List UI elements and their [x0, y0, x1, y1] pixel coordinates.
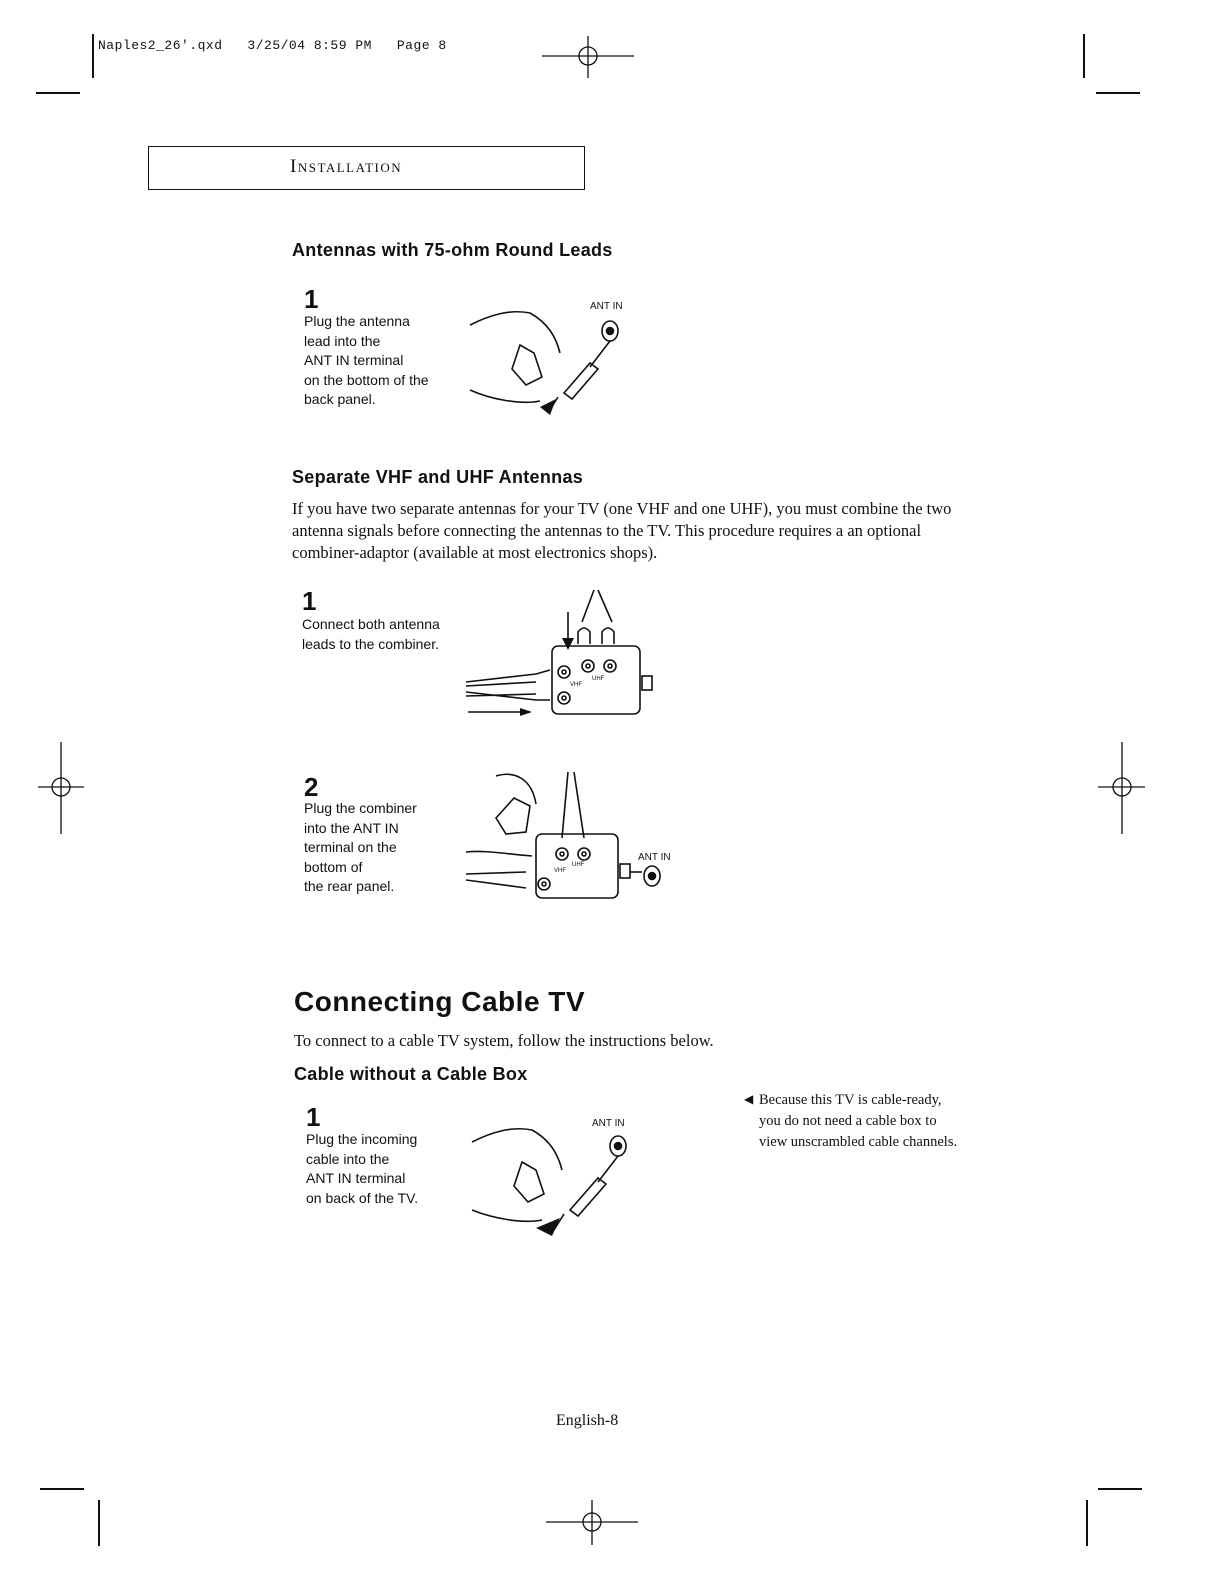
cable-title: Connecting Cable TV — [294, 986, 586, 1017]
step-number: 1 — [304, 284, 319, 314]
ant-in-label: ANT IN — [592, 1118, 625, 1129]
page-number: English-8 — [556, 1412, 619, 1429]
vhf-label: VHF — [554, 868, 566, 874]
note-text: Because this TV is cable-ready, you do not need a cable box to view unscrambled cable channels. — [759, 1092, 958, 1150]
cable-subheading: Cable without a Cable Box — [294, 1064, 528, 1084]
separate-paragraph: If you have two separate antennas for your TV (one VHF and one UHF), you must combine the two antenna signals before connecting the antennas to the TV. This procedure requires a an optional combiner-adaptor (available at most electronics shops). — [292, 499, 952, 562]
step-number: 1 — [302, 586, 317, 616]
cable-lead-diagram — [466, 1112, 666, 1242]
combiner-to-tv-diagram — [466, 768, 696, 908]
heading-separate: Separate VHF and UHF Antennas — [292, 467, 584, 487]
step-text: Connect both antenna leads to the combiner. — [302, 616, 440, 652]
section-title: Installation — [290, 156, 403, 177]
step-number: 2 — [304, 772, 319, 802]
step-text: Plug the incoming cable into the ANT IN terminal on back of the TV. — [306, 1131, 419, 1206]
cable-intro: To connect to a cable TV system, follow the instructions below. — [294, 1031, 714, 1050]
antenna-lead-diagram — [460, 295, 660, 425]
vhf-label: VHF — [570, 682, 582, 688]
combiner-diagram — [466, 582, 666, 722]
note-arrow-icon: ◀ — [744, 1092, 754, 1106]
heading-75-ohm: Antennas with 75-ohm Round Leads — [292, 240, 613, 260]
step-text: Plug the antenna lead into the ANT IN terminal on the bottom of the back panel. — [304, 313, 429, 407]
step-text: Plug the combiner into the ANT IN terminal on the bottom of the rear panel. — [304, 800, 417, 894]
ant-in-label: ANT IN — [590, 301, 623, 312]
uhf-label: UHF — [572, 862, 585, 868]
ant-in-label: ANT IN — [638, 852, 671, 863]
uhf-label: UHF — [592, 676, 605, 682]
step-number: 1 — [306, 1102, 321, 1132]
print-slug: Naples2_26'.qxd 3/25/04 8:59 PM Page 8 — [98, 38, 447, 53]
